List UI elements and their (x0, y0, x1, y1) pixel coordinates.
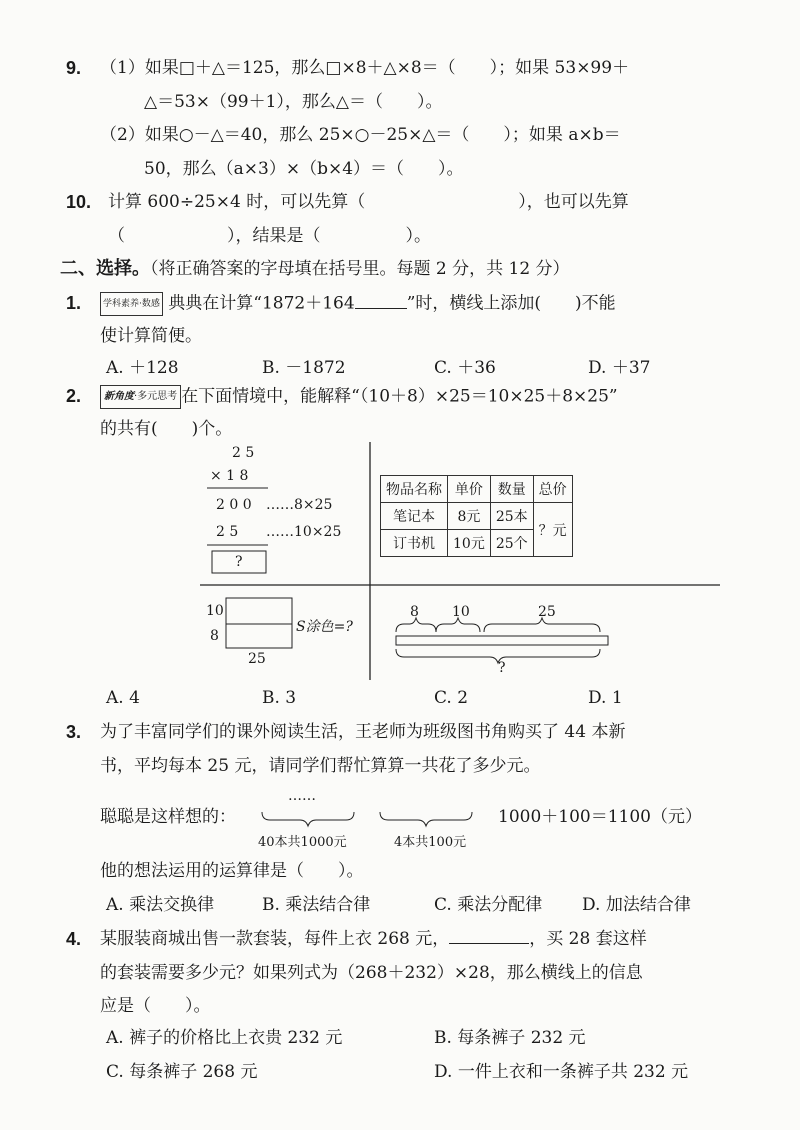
c4-number: 4. (66, 929, 82, 949)
calc-row3: 2 0 0 (216, 497, 252, 513)
c2-number: 2. (66, 386, 82, 406)
c1-text-a: 典典在计算“1872＋164 (168, 293, 355, 314)
table-cell: 笔记本 (381, 503, 448, 530)
rect-height-bottom: 8 (210, 628, 219, 644)
table-header: 单价 (448, 476, 491, 503)
c1-option-d[interactable]: D. ＋37 (588, 358, 651, 378)
rect-height-top: 10 (206, 603, 224, 619)
c3-line3: 他的想法运用的运算律是（ ）。 (100, 861, 364, 881)
c4-option-c[interactable]: C. 每条裤子 268 元 (106, 1062, 258, 1082)
table-header: 物品名称 (381, 476, 448, 503)
q9-part1-line2: △＝53×（99＋1），那么△＝（ ）。 (144, 92, 443, 112)
table-cell: 25本 (490, 503, 533, 530)
calc-row4: 2 5 (216, 524, 239, 540)
c3-think: 聪聪是这样想的： (100, 807, 236, 827)
rect-area-label: S涂色=? (296, 619, 353, 635)
c2-tag-rest: ·多元思考 (134, 391, 178, 402)
q10-line2: （ ），结果是（ ）。 (108, 226, 431, 246)
segment-label-c: 25 (538, 604, 556, 620)
c4-option-d[interactable]: D. 一件上衣和一条裤子共 232 元 (434, 1062, 689, 1082)
calc-answer-box: ? (235, 554, 243, 570)
c1-option-a[interactable]: A. ＋128 (106, 358, 179, 378)
section-title: 二、选择。 (60, 258, 150, 279)
segment-label-b: 10 (452, 604, 470, 620)
c3-dots: …… (288, 788, 316, 804)
c4-line2: 的套装需要多少元？如果列式为（268＋232）×28，那么横线上的信息 (100, 963, 643, 983)
c3-line1: 为了丰富同学们的课外阅读生活，王老师为班级图书角购买了 44 本新 (100, 722, 626, 742)
table-cell: 10元 (448, 530, 491, 557)
calc-row4-note: ……10×25 (266, 524, 342, 540)
section-note: （将正确答案的字母填在括号里。每题 2 分，共 12 分） (150, 259, 570, 279)
c1-text-b: ”时，横线上添加( )不能 (406, 293, 616, 314)
q9-part1-line1: （1）如果□＋△＝125，那么□×8＋△×8＝（ ）；如果 53×99＋ (100, 58, 630, 78)
table-cell: 25个 (490, 530, 533, 557)
c1-option-b[interactable]: B. －1872 (262, 358, 346, 378)
q9-part2-line1: （2）如果○－△＝40，那么 25×○－25×△＝（ ）；如果 a×b＝ (100, 125, 621, 145)
c3-equation: 1000＋100＝1100（元） (498, 807, 702, 827)
calc-row1: 2 5 (232, 445, 255, 461)
q9-number: 9. (66, 58, 82, 78)
c3-brace2-label: 4本共100元 (394, 835, 467, 850)
c2-option-c[interactable]: C. 2 (434, 688, 469, 708)
c2-option-a[interactable]: A. 4 (106, 688, 140, 708)
calc-row3-note: ……8×25 (266, 497, 333, 513)
c2-option-b[interactable]: B. 3 (262, 688, 297, 708)
c2-line2: 的共有( )个。 (100, 419, 233, 439)
c3-option-b[interactable]: B. 乘法结合律 (262, 895, 371, 915)
segment-label-a: 8 (410, 604, 419, 620)
c4-blank (449, 943, 529, 944)
c3-line2: 书，平均每本 25 元，请同学们帮忙算算一共花了多少元。 (100, 756, 541, 776)
c3-number: 3. (66, 722, 82, 742)
c4-text-a: 某服装商城出售一款套装，每件上衣 268 元， (100, 929, 450, 949)
table-cell: 订书机 (381, 530, 448, 557)
c3-option-d[interactable]: D. 加法结合律 (582, 895, 691, 915)
c4-line1 (100, 928, 647, 950)
table-header: 数量 (490, 476, 533, 503)
c3-brace1-label: 40本共1000元 (258, 835, 347, 850)
c3-option-c[interactable]: C. 乘法分配律 (434, 895, 543, 915)
q10-number: 10. (66, 192, 92, 212)
c2-tag-brand: 新角度 (104, 391, 134, 402)
segment-total-question: ? (498, 660, 506, 676)
c2-option-d[interactable]: D. 1 (588, 688, 623, 708)
c1-line2: 使计算简便。 (100, 326, 202, 346)
c4-line3: 应是（ ）。 (100, 996, 211, 1016)
c1-tag: 学科素养·数感 (100, 292, 163, 316)
c4-option-a[interactable]: A. 裤子的价格比上衣贵 232 元 (106, 1028, 343, 1048)
c1-option-c[interactable]: C. ＋36 (434, 358, 496, 378)
q9-part2-line2: 50，那么（a×3）×（b×4）＝（ ）。 (144, 159, 464, 179)
c1-number: 1. (66, 293, 82, 313)
rect-width: 25 (248, 651, 266, 667)
table-total-cell: ？元 (533, 503, 572, 557)
c2-text-a: 在下面情境中，能解释“（10＋8）×25＝10×25＋8×25” (181, 386, 618, 407)
table-cell: 8元 (448, 503, 491, 530)
calc-row2: × 1 8 (210, 468, 249, 484)
c3-option-a[interactable]: A. 乘法交换律 (106, 895, 215, 915)
c4-text-a2: ，买 28 套这样 (529, 929, 647, 949)
table-header: 总价 (533, 476, 572, 503)
q10-line1: 计算 600÷25×4 时，可以先算（ ），也可以先算 (108, 192, 629, 212)
c4-option-b[interactable]: B. 每条裤子 232 元 (434, 1028, 586, 1048)
